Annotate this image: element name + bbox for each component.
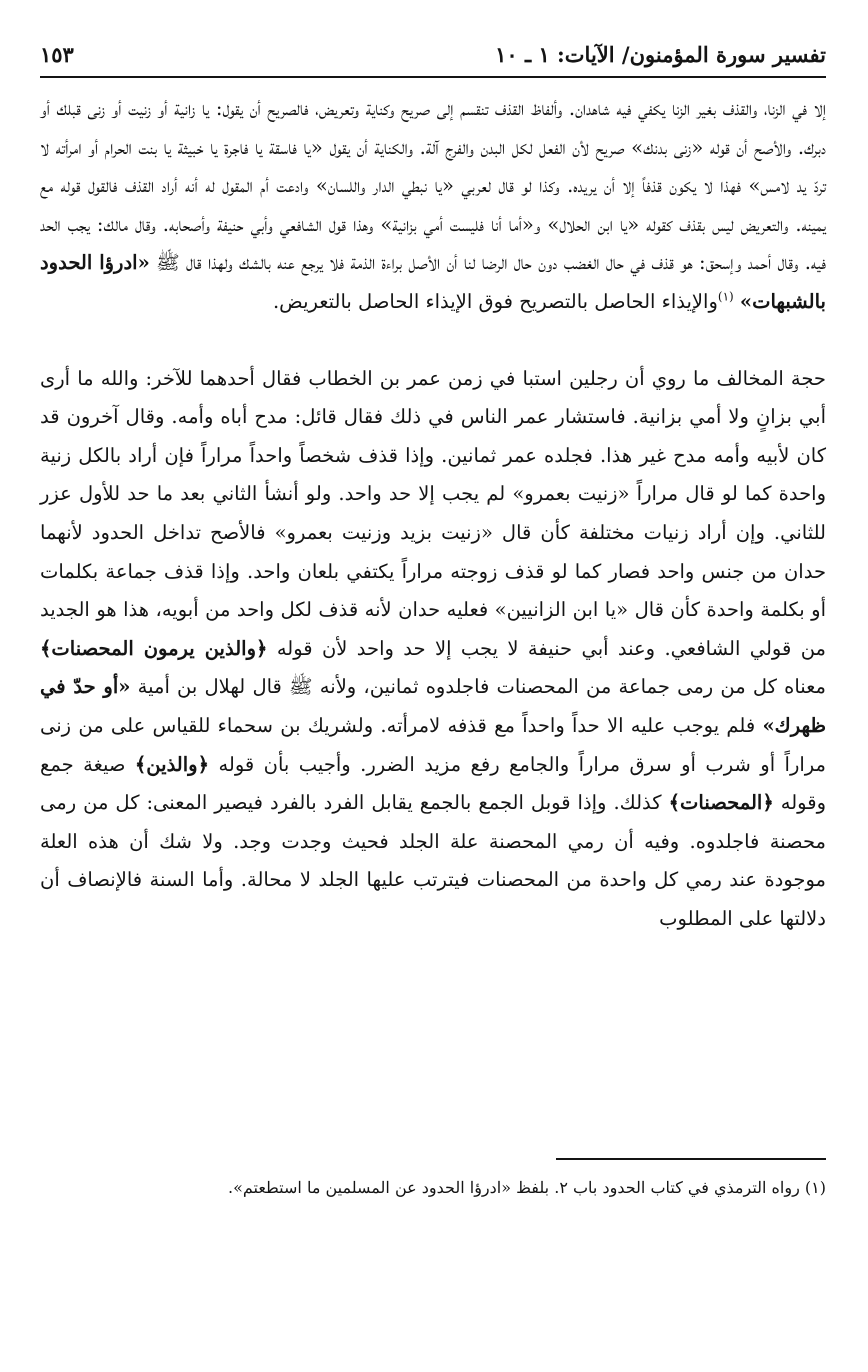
book-page (40, 36, 826, 1336)
paragraph-1-text-b: والإيذاء الحاصل بالتصريح فوق الإيذاء الحاصل بالتعريض. (272, 289, 718, 313)
quran-quote-2: ﴿والذين﴾ (134, 752, 210, 776)
page-header (40, 36, 826, 78)
footnote-reference[interactable]: (١) (717, 289, 734, 304)
paragraph-2-text-e: كذلك. وإذا قوبل الجمع بالجمع يقابل الفرد بالفرد فيصير المعنى: كل من رمى محصنة فاجلدوه. وفيه أن رمي المحصنة علة الجلد فحيث وجدت وجد. ولا شك أن هذه العلة موجودة عند رمي كل واحدة من المحصنات فيترتب عليها الجلد لا محالة. وأما السنة فالإنصاف أن دلالتها على المطلوب (40, 791, 826, 930)
hadith-quote-2: «أو حدّ في ظهرك» (40, 675, 826, 737)
quran-quote-3: ﴿المحصنات﴾ (668, 791, 774, 815)
footnote: (١) رواه الترمذي في كتاب الحدود باب ٢. بلفظ «ادرؤا الحدود عن المسلمين ما استطعتم». (227, 1178, 826, 1197)
paragraph-2-text-b: معناه كل من رمى جماعة من المحصنات فاجلدوه ثمانين، ولأنه ﷺ قال لهلال بن أمية (137, 675, 827, 699)
quran-quote-1: ﴿والذين يرمون المحصنات﴾ (40, 636, 268, 660)
paragraph-2-text-a: حجة المخالف ما روي أن رجلين استبا في زمن عمر بن الخطاب فقال أحدهما للآخر: والله ما أرى أبي بزانٍ ولا أمي بزانية. فاستشار عمر الناس في ذلك فقال قائل: مدح أباه وأمه. وقال آخرون قد كان لأبيه وأمه مدح غير هذا. فجلده عمر ثمانين. وإذا قذف شخصاً واحداً مراراً فإن أراد بالكل زنية واحدة كما لو قال مراراً «زنيت بعمرو» لم يجب إلا حد واحد. ولو أنشأ الثاني بعد ما حد للأول عزر للثاني. وإن أراد زنيات مختلفة كأن قال «زنيت بزيد وزنيت بعمرو» فالأصح تداخل الحدود لأنهما حدان من جنس واحد فصار كما لو قذف زوجته مراراً يكتفي بلعان واحد. وإذا قذف جماعة بكلمات أو بكلمة واحدة كأن قال «يا ابن الزانيين» فعليه حدان لأنه قذف لكل واحد من أبويه، هذا هو الجديد من قولي الشافعي. وعند أبي حنيفة لا يجب إلا حد واحد لأن قوله (40, 366, 826, 660)
paragraph-2-text-d: صيغة جمع وقوله (40, 752, 826, 815)
paragraph-1-text-a: إلا في الزنا، والقذف بغير الزنا يكفي فيه شاهدان. وألفاظ القذف تنقسم إلى صريح وكناية وتعريض، فالصريح أن يقول: يا زانية أو زنيت أو زنى قبلك أو دبرك. والأصح أن قوله «زنى بدنك» صريح لأن الفعل لكل البدن والفرج آلة. والكناية أن يقول «يا فاسقة يا فاجرة يا خبيثة يا بنت الحرام أو امرأته لا تردّ يد لامس» فهذا لا يكون قذفاً إلا أن يريده. وكذا لو قال لعربي «يا نبطي الدار واللسان» وادعت أم المقول له أنه أراد القذف فالقول قوله مع يمينه. والتعريض ليس بقذف كقوله «يا ابن الحلال» و«أما أنا فليست أمي بزانية» وهذا قول الشافعي وأبي حنيفة وأصحابه. وقال مالك: يجب الحد فيه. وقال أحمد وإسحق: هو قذف في حال الغضب دون حال الرضا لنا أن الأصل براءة الذمة فلا يرجع عنه بالشك ولهذا قال ﷺ (40, 97, 826, 275)
hadith-quote: «ادرؤا الحدود بالشبهات» (40, 251, 826, 313)
paragraph-gap (40, 322, 826, 360)
paragraph-1 (40, 90, 826, 322)
page-number: ١٥٣ (40, 42, 74, 67)
paragraph-2 (40, 360, 826, 939)
running-title: تفسير سورة المؤمنون/ الآيات: ١ ـ ١٠ (495, 42, 826, 67)
paragraph-2-text-c: فلم يوجب عليه الا حداً واحداً مع قذفه لامرأته. ولشريك بن سحماء للقياس على من زنى مراراً أو شرب أو سرق مراراً والجامع رفع مزيد الضرر. وأجيب بأن قوله (40, 713, 826, 776)
main-text (40, 90, 826, 938)
footnote-divider (556, 1158, 826, 1160)
